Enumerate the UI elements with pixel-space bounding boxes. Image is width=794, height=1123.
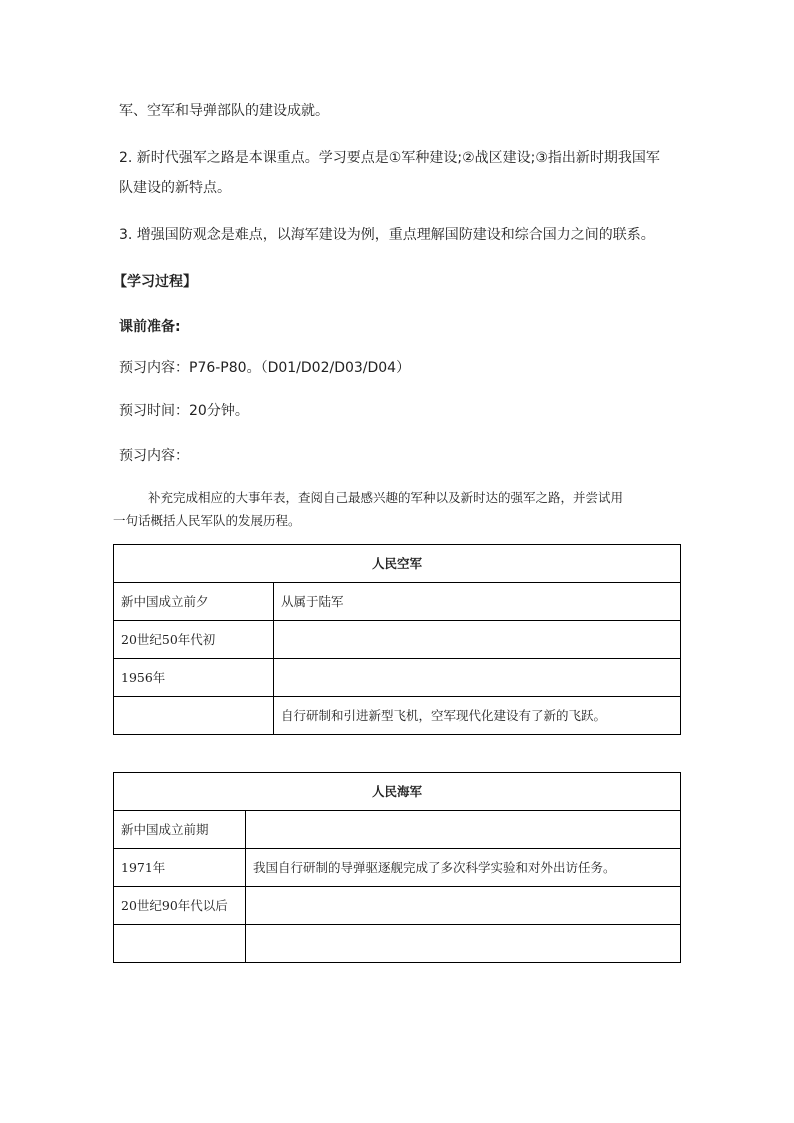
table-row xyxy=(114,811,681,849)
event-cell: 我国自行研制的导弹驱逐舰完成了多次科学实验和对外出访任务。 xyxy=(246,849,681,887)
period-cell: 1971年 xyxy=(114,849,246,887)
event-cell xyxy=(274,659,681,697)
table-title: 人民空军 xyxy=(114,545,681,583)
preview-time: 预习时间：20分钟。 xyxy=(119,403,249,419)
intro-instruction-line2: 一句话概括人民军队的发展历程。 xyxy=(113,513,301,528)
event-cell xyxy=(246,811,681,849)
period-cell: 20世纪90年代以后 xyxy=(114,887,246,925)
event-cell xyxy=(246,925,681,963)
paragraph-achievements: 军、空军和导弹部队的建设成就。 xyxy=(119,103,329,119)
table-row xyxy=(114,887,681,925)
air-force-table xyxy=(113,544,681,735)
preview-content-label: 预习内容： xyxy=(119,448,189,464)
section-learning-process: 【学习过程】 xyxy=(113,274,197,290)
event-cell xyxy=(274,621,681,659)
table-header-row xyxy=(114,773,681,811)
period-cell xyxy=(114,697,274,735)
period-cell: 新中国成立前夕 xyxy=(114,583,274,621)
table-title: 人民海军 xyxy=(114,773,681,811)
preview-content-range: 预习内容：P76-P80。（D01/D02/D03/D04） xyxy=(119,360,411,376)
table-row xyxy=(114,583,681,621)
event-cell xyxy=(246,887,681,925)
navy-table xyxy=(113,772,681,963)
paragraph-key-point-line2: 队建设的新特点。 xyxy=(119,180,231,196)
table-row xyxy=(114,925,681,963)
period-cell: 1956年 xyxy=(114,659,274,697)
intro-instruction-line1: 补充完成相应的大事年表，查阅自己最感兴趣的军种以及新时达的强军之路，并尝试用 xyxy=(148,490,624,505)
table-row xyxy=(114,659,681,697)
table-row xyxy=(114,697,681,735)
section-preclass: 课前准备: xyxy=(119,319,181,335)
period-cell xyxy=(114,925,246,963)
event-cell: 自行研制和引进新型飞机，空军现代化建设有了新的飞跃。 xyxy=(274,697,681,735)
table-row xyxy=(114,849,681,887)
table-header-row xyxy=(114,545,681,583)
paragraph-difficulty: 3. 增强国防观念是难点，以海军建设为例，重点理解国防建设和综合国力之间的联系。 xyxy=(119,227,655,243)
table-row xyxy=(114,621,681,659)
period-cell: 新中国成立前期 xyxy=(114,811,246,849)
paragraph-key-point-line1: 2. 新时代强军之路是本课重点。学习要点是①军种建设;②战区建设;③指出新时期我国军 xyxy=(119,150,660,166)
event-cell: 从属于陆军 xyxy=(274,583,681,621)
period-cell: 20世纪50年代初 xyxy=(114,621,274,659)
